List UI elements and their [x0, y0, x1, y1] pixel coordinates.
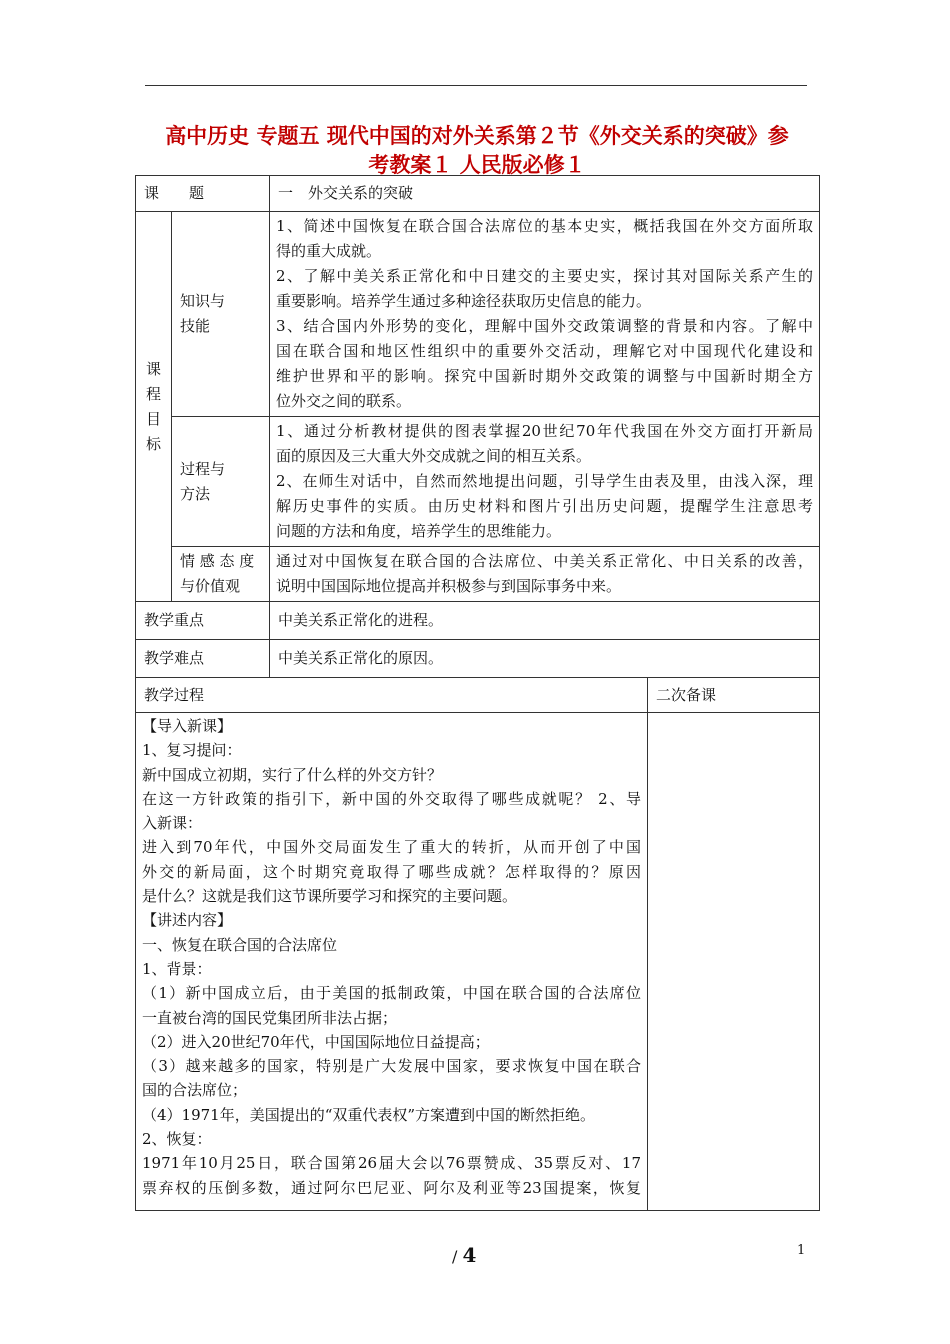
knowledge-line: 位外交之间的联系。 [276, 392, 412, 410]
emotion-label [172, 549, 269, 599]
total-pages: 4 [462, 1243, 477, 1267]
emotion-content-cell [270, 547, 820, 602]
key-point-label: 教学重点 [144, 611, 205, 629]
goals-label [136, 357, 171, 457]
body-line: 外交的新局面，这个时期究竟取得了哪些成就？怎样取得的？原因 [142, 862, 642, 881]
difficulty-value-cell [270, 640, 820, 678]
page-slash: / [452, 1247, 458, 1266]
key-point-value-cell [270, 602, 820, 640]
difficulty-value: 中美关系正常化的原因。 [278, 649, 444, 667]
process-label-line: 过程与 [180, 459, 226, 478]
difficulty-row [136, 640, 820, 678]
body-line: 【导入新课】 [142, 717, 233, 735]
teaching-process-header: 教学过程 [144, 685, 205, 704]
notes-header: 二次备课 [656, 685, 717, 704]
lesson-plan-table [135, 175, 820, 1211]
emotion-label-cell [172, 547, 270, 602]
difficulty-label-cell [136, 640, 270, 678]
document-title [135, 121, 819, 179]
goals-label-char: 标 [145, 434, 161, 453]
process-body-row [136, 713, 820, 1211]
page-number: 1 [797, 1243, 806, 1258]
emotion-line: 通过对中国恢复在联合国的合法席位、中美关系正常化、中日关系的改善， [276, 552, 814, 570]
knowledge-label-line: 技能 [180, 317, 211, 335]
process-row [136, 417, 820, 547]
body-line: 一直被台湾的国民党集团所非法占据； [142, 1008, 398, 1027]
body-line: 票弃权的压倒多数，通过阿尔巴尼亚、阿尔及利亚等23国提案，恢复 [142, 1178, 642, 1197]
body-line: 2、恢复： [142, 1130, 212, 1149]
goals-label-char: 目 [145, 409, 161, 428]
process-line: 1、通过分析教材提供的图表掌握20世纪70年代我国在外交方面打开新局 [276, 422, 814, 440]
topic-label: 课 题 [144, 184, 205, 202]
knowledge-label-line: 知识与 [180, 292, 226, 310]
topic-row [136, 176, 820, 212]
emotion-label-line: 与价值观 [180, 577, 241, 595]
notes-header-cell [648, 678, 820, 713]
body-line: 进入到70年代，中国外交局面发生了重大的转折，从而开创了中国 [142, 838, 642, 857]
process-label-cell [172, 417, 270, 547]
emotion-row [136, 547, 820, 602]
teaching-process-body-cell [136, 713, 648, 1211]
process-content [270, 417, 819, 546]
knowledge-label-cell [172, 212, 270, 417]
teaching-process-header-cell [136, 678, 648, 713]
process-line: 问题的方法和角度，培养学生的思维能力。 [276, 522, 562, 540]
process-label-line: 方法 [180, 484, 211, 503]
process-label [172, 457, 269, 507]
knowledge-row [136, 212, 820, 417]
body-line: （4）1971年，美国提出的“双重代表权”方案遭到中国的断然拒绝。 [142, 1105, 596, 1124]
body-line: 入新课： [142, 814, 203, 833]
knowledge-label [172, 289, 269, 339]
body-line: 国的合法席位； [142, 1081, 248, 1100]
body-line: （2）进入20世纪70年代，中国国际地位日益提高； [142, 1032, 490, 1051]
process-header-row [136, 678, 820, 713]
body-line: 是什么？这就是我们这节课所要学习和探究的主要问题。 [142, 887, 518, 906]
title-line-1: 高中历史 专题五 现代中国的对外关系第２节《外交关系的突破》参 [165, 123, 789, 148]
body-line: （3）越来越多的国家，特别是广大发展中国家，要求恢复中国在联合 [142, 1057, 642, 1076]
process-content-cell [270, 417, 820, 547]
knowledge-content-cell [270, 212, 820, 417]
process-line: 面的原因及三大重大外交成就之间的相互关系。 [276, 447, 592, 465]
topic-label-cell [136, 176, 270, 212]
knowledge-line: 国在联合国和地区性组织中的重要外交活动，理解它对中国现代化建设和 [276, 342, 814, 360]
title-line-2: 考教案１ 人民版必修１ [368, 152, 586, 177]
knowledge-line: 3、结合国内外形势的变化，理解中国外交政策调整的背景和内容。了解中 [276, 317, 814, 335]
key-point-label-cell [136, 602, 270, 640]
process-line: 解历史事件的实质。由历史材料和图片引出历史问题，提醒学生注意思考 [276, 497, 814, 515]
emotion-label-line: 情 感 态 度 [180, 552, 255, 570]
body-line: 在这一方针政策的指引下，新中国的外交取得了哪些成就呢？ 2、导 [142, 789, 642, 808]
knowledge-content [270, 212, 819, 416]
key-point-value: 中美关系正常化的进程。 [278, 611, 444, 629]
key-point-row [136, 602, 820, 640]
body-line: （1）新中国成立后，由于美国的抵制政策，中国在联合国的合法席位 [142, 984, 642, 1003]
page-total [452, 1243, 476, 1267]
body-line: 1、复习提问： [142, 741, 242, 760]
difficulty-label: 教学难点 [144, 649, 205, 667]
goals-label-char: 程 [145, 384, 161, 403]
emotion-content [270, 547, 819, 601]
body-line: 【讲述内容】 [142, 911, 233, 930]
knowledge-line: 2、了解中美关系正常化和中日建交的主要史实，探讨其对国际关系产生的 [276, 267, 814, 285]
knowledge-line: 得的重大成就。 [276, 242, 382, 260]
body-line: 新中国成立初期，实行了什么样的外交方针？ [142, 765, 443, 784]
emotion-line: 说明中国国际地位提高并积极参与到国际事务中来。 [276, 577, 622, 595]
teaching-process-body [136, 713, 647, 1210]
knowledge-line: 维护世界和平的影响。探究中国新时期外交政策的调整与中国新时期全方 [276, 367, 814, 385]
process-line: 2、在师生对话中，自然而然地提出问题，引导学生由表及里，由浅入深，理 [276, 472, 814, 490]
body-line: 1、背景： [142, 959, 212, 978]
notes-body-cell [648, 713, 820, 1211]
body-line: 一、恢复在联合国的合法席位 [142, 935, 338, 954]
header-rule [145, 85, 807, 86]
topic-value: 一 外交关系的突破 [278, 184, 414, 202]
topic-value-cell [270, 176, 820, 212]
body-line: 1971年10月25日，联合国第26届大会以76票赞成、35票反对、17 [142, 1154, 642, 1173]
knowledge-line: 重要影响。培养学生通过多种途径获取历史信息的能力。 [276, 292, 652, 310]
goals-label-cell [136, 212, 172, 602]
goals-label-char: 课 [145, 359, 161, 378]
knowledge-line: 1、简述中国恢复在联合国合法席位的基本史实，概括我国在外交方面所取 [276, 217, 814, 235]
